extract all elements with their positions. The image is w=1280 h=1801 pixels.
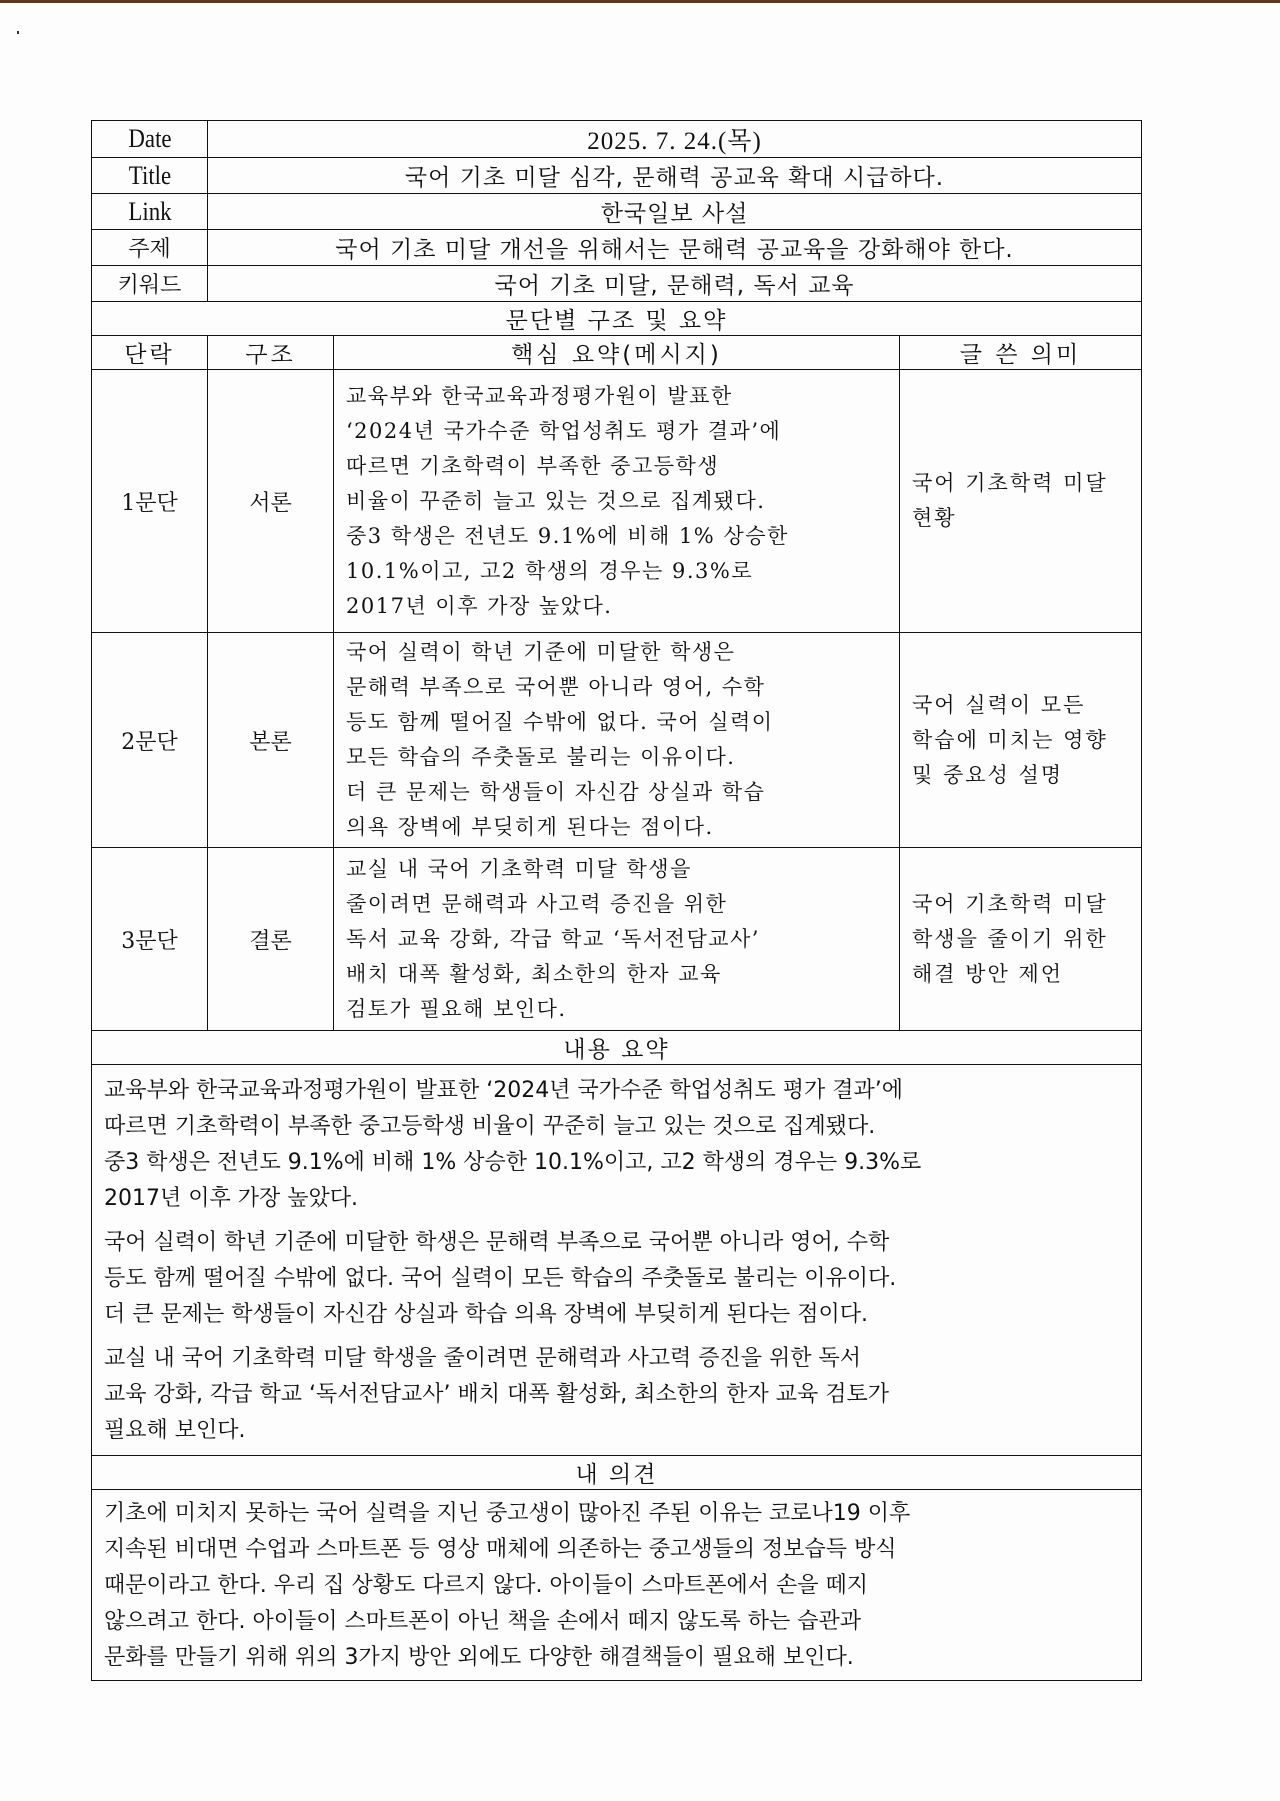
link-value: 한국일보 사설: [208, 194, 1142, 230]
page-top-edge: [0, 0, 1280, 3]
date-row: [92, 121, 1142, 158]
meaning-cell: 국어 기초학력 미달 현황: [900, 370, 1142, 633]
topic-label: 주제: [92, 230, 208, 266]
meaning-cell: 국어 기초학력 미달 학생을 줄이기 위한 해결 방안 제언: [900, 848, 1142, 1031]
opinion-header: [92, 1456, 1142, 1490]
topic-row: [92, 230, 1142, 266]
keyword-row: [92, 266, 1142, 302]
structure-column-headers: [92, 336, 1142, 370]
table-row: [92, 633, 1142, 848]
content-summary-title: 내용 요약: [92, 1031, 1142, 1065]
link-row: [92, 194, 1142, 230]
column-header-structure: 구조: [208, 336, 334, 370]
reading-worksheet-table: [91, 120, 1142, 1681]
column-header-summary: 핵심 요약(메시지): [334, 336, 900, 370]
summary-paragraph: 교실 내 국어 기초학력 미달 학생을 줄이려면 문해력과 사고력 증진을 위한 독서 교육 강화, 각급 학교 ‘독서전담교사’ 배치 대폭 활성화, 최소한의 한자 교육 검토가 필요해 보인다.: [104, 1346, 889, 1443]
column-header-meaning: 글 쓴 의미: [900, 336, 1142, 370]
summary-cell: 국어 실력이 학년 기준에 미달한 학생은 문해력 부족으로 국어뿐 아니라 영어, 수학 등도 함께 떨어질 수밖에 없다. 국어 실력이 모든 학습의 주춧돌로 불리는 이유이다. 더 큰 문제는 학생들이 자신감 상실과 학습 의욕 장벽에 부딪히게 된다는 점이다.: [334, 633, 900, 848]
opinion-text: 기초에 미치지 못하는 국어 실력을 지닌 중고생이 많아진 주된 이유는 코로나19 이후 지속된 비대면 수업과 스마트폰 등 영상 매체에 의존하는 중고생들의 정보습득 방식 때문이라고 한다. 우리 집 상황도 다르지 않다. 아이들이 스마트폰에서 손을 떼지 않으려고 한다. 아이들이 스마트폰이 아닌 책을 손에서 떼지 않도록 하는 습관과 문화를 만들기 위해 위의 3가지 방안 외에도 다양한 해결책들이 필요해 보인다.: [92, 1490, 1142, 1681]
keyword-label: 키워드: [92, 266, 208, 302]
opinion-title: 내 의견: [92, 1456, 1142, 1490]
title-value: 국어 기초 미달 심각, 문해력 공교육 확대 시급하다.: [208, 158, 1142, 194]
structure-cell: 결론: [208, 848, 334, 1031]
paragraph-cell: 2문단: [92, 633, 208, 848]
content-summary-body: [92, 1065, 1142, 1456]
summary-paragraph: 교육부와 한국교육과정평가원이 발표한 ‘2024년 국가수준 학업성취도 평가 결과’에 따르면 기초학력이 부족한 중고등학생 비율이 꾸준히 늘고 있는 것으로 집계됐다. 중3 학생은 전년도 9.1%에 비해 1% 상승한 10.1%이고, 고2 학생의 경우는 9.3%로 2017년 이후 가장 높았다.: [104, 1078, 922, 1211]
meaning-cell: 국어 실력이 모든 학습에 미치는 영향 및 중요성 설명: [900, 633, 1142, 848]
scan-speck: [17, 31, 19, 34]
structure-cell: 서론: [208, 370, 334, 633]
link-label: Link: [98, 194, 200, 230]
column-header-paragraph: 단락: [92, 336, 208, 370]
date-label: Date: [98, 121, 200, 158]
table-row: [92, 370, 1142, 633]
structure-cell: 본론: [208, 633, 334, 848]
structure-section-header: [92, 302, 1142, 336]
summary-paragraph: 국어 실력이 학년 기준에 미달한 학생은 문해력 부족으로 국어뿐 아니라 영어, 수학 등도 함께 떨어질 수밖에 없다. 국어 실력이 모든 학습의 주춧돌로 불리는 이유이다. 더 큰 문제는 학생들이 자신감 상실과 학습 의욕 장벽에 부딪히게 된다는 점이다.: [104, 1230, 897, 1327]
summary-cell: 교육부와 한국교육과정평가원이 발표한 ‘2024년 국가수준 학업성취도 평가 결과’에 따르면 기초학력이 부족한 중고등학생 비율이 꾸준히 늘고 있는 것으로 집계됐다. 중3 학생은 전년도 9.1%에 비해 1% 상승한 10.1%이고, 고2 학생의 경우는 9.3%로 2017년 이후 가장 높았다.: [334, 370, 900, 633]
title-label: Title: [98, 158, 200, 194]
opinion-row: [92, 1490, 1142, 1681]
paragraph-cell: 3문단: [92, 848, 208, 1031]
topic-value: 국어 기초 미달 개선을 위해서는 문해력 공교육을 강화해야 한다.: [208, 230, 1142, 266]
content-summary-row: [92, 1065, 1142, 1456]
structure-section-title: 문단별 구조 및 요약: [92, 302, 1142, 336]
paragraph-cell: 1문단: [92, 370, 208, 633]
content-summary-header: [92, 1031, 1142, 1065]
date-value: 2025. 7. 24.(목): [208, 121, 1142, 158]
title-row: [92, 158, 1142, 194]
keyword-value: 국어 기초 미달, 문해력, 독서 교육: [208, 266, 1142, 302]
table-row: [92, 848, 1142, 1031]
summary-cell: 교실 내 국어 기초학력 미달 학생을 줄이려면 문해력과 사고력 증진을 위한 독서 교육 강화, 각급 학교 ‘독서전담교사’ 배치 대폭 활성화, 최소한의 한자 교육 검토가 필요해 보인다.: [334, 848, 900, 1031]
